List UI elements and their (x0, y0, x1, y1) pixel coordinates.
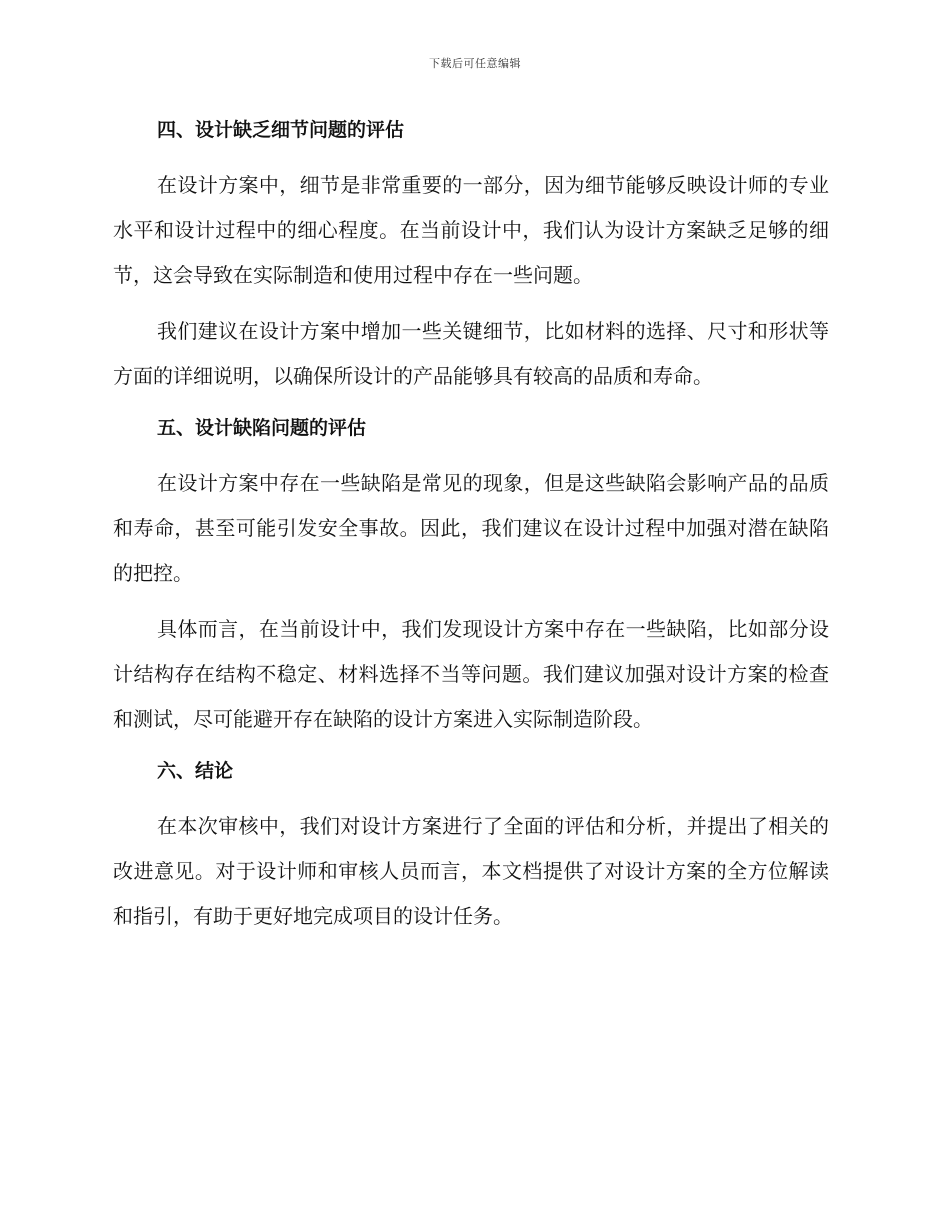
paragraph: 具体而言，在当前设计中，我们发现设计方案中存在一些缺陷，比如部分设计结构存在结构不稳定、材料选择不当等问题。我们建议加强对设计方案的检查和测试，尽可能避开存在缺陷的设计方案进入实际制造阶段。 (113, 617, 829, 731)
paragraph: 在本次审核中，我们对设计方案进行了全面的评估和分析，并提出了相关的改进意见。对于设计师和审核人员而言，本文档提供了对设计方案的全方位解读和指引，有助于更好地完成项目的设计任务。 (113, 814, 829, 928)
section-heading: 四、设计缺乏细节问题的评估 (157, 119, 405, 141)
section-defect-evaluation (113, 408, 829, 742)
section-conclusion (113, 751, 829, 939)
header-note: 下载后可任意编辑 (429, 57, 521, 70)
paragraph: 在设计方案中，细节是非常重要的一部分，因为细节能够反映设计师的专业水平和设计过程中的细心程度。在当前设计中，我们认为设计方案缺乏足够的细节，这会导致在实际制造和使用过程中存在一些问题。 (113, 173, 829, 287)
section-heading: 六、结论 (157, 760, 234, 782)
document-body (113, 110, 829, 939)
paragraph: 在设计方案中存在一些缺陷是常见的现象，但是这些缺陷会影响产品的品质和寿命，甚至可能引发安全事故。因此，我们建议在设计过程中加强对潜在缺陷的把控。 (113, 471, 829, 585)
paragraph: 我们建议在设计方案中增加一些关键细节，比如材料的选择、尺寸和形状等方面的详细说明，以确保所设计的产品能够具有较高的品质和寿命。 (113, 319, 829, 388)
section-detail-evaluation (113, 110, 829, 399)
section-heading: 五、设计缺陷问题的评估 (157, 417, 367, 439)
